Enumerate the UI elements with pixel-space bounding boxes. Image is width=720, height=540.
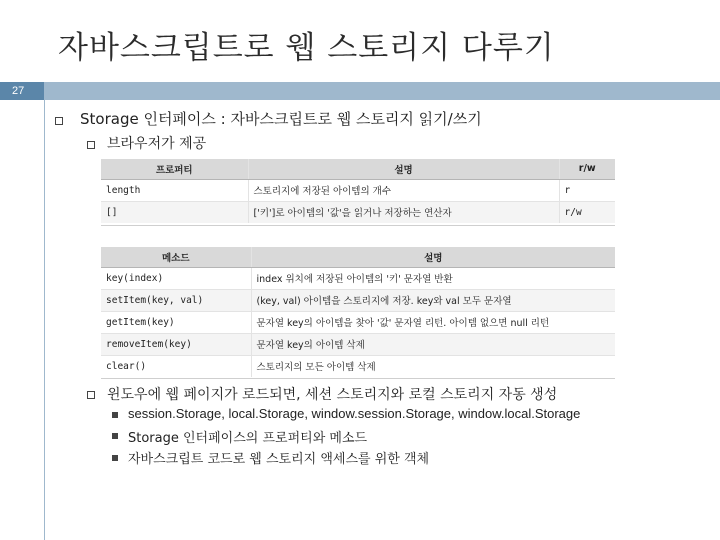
table-cell: removeItem(key) — [101, 333, 251, 355]
table-cell: 스토리지에 저장된 아이템의 개수 — [248, 179, 559, 201]
table-row — [101, 311, 615, 333]
bullet-box-icon — [87, 391, 95, 399]
table-cell: key(index) — [101, 267, 251, 289]
table-row — [101, 267, 615, 289]
table-row — [101, 179, 615, 201]
bullet-square-icon — [112, 433, 118, 439]
slide-title: 자바스크립트로 웹 스토리지 다루기 — [58, 30, 555, 66]
bullet-box-icon — [87, 141, 95, 149]
table-cell: r — [559, 179, 615, 201]
table-row — [101, 289, 615, 311]
column-header: 설명 — [248, 159, 559, 179]
table-cell: getItem(key) — [101, 311, 251, 333]
method-table — [101, 247, 615, 377]
table-cell: setItem(key, val) — [101, 289, 251, 311]
table-row — [101, 333, 615, 355]
table-cell: 문자열 key의 아이템을 찾아 '값' 문자열 리턴. 아이템 없으면 null 리턴 — [251, 311, 615, 333]
table-row — [101, 355, 615, 377]
table-cell: (key, val) 아이템을 스토리지에 저장. key와 val 모두 문자열 — [251, 289, 615, 311]
property-table — [101, 159, 615, 223]
table-cell: clear() — [101, 355, 251, 377]
table-cell: length — [101, 179, 248, 201]
column-header: 메소드 — [101, 247, 251, 267]
header-bar — [0, 82, 720, 100]
column-header: 프로퍼티 — [101, 159, 248, 179]
bullet-browser-provides: 브라우저가 제공 — [107, 136, 207, 152]
bullet-storage-interface: Storage 인터페이스 : 자바스크립트로 웹 스토리지 읽기/쓰기 — [80, 110, 482, 128]
bullet-props-methods: Storage 인터페이스의 프로퍼티와 메소드 — [128, 431, 368, 446]
table-row — [101, 201, 615, 223]
table-cell: 스토리지의 모든 아이템 삭제 — [251, 355, 615, 377]
table-cell: index 위치에 저장된 아이템의 '키' 문자열 반환 — [251, 267, 615, 289]
page-number: 27 — [0, 82, 44, 100]
table-cell: 문자열 key의 아이템 삭제 — [251, 333, 615, 355]
column-header: 설명 — [251, 247, 615, 267]
table-bottom-rule — [101, 225, 615, 226]
bullet-access-object: 자바스크립트 코드로 웹 스토리지 액세스를 위한 객체 — [128, 452, 430, 467]
bullet-storage-objects: session.Storage, local.Storage, window.session.Storage, window.local.Storage — [128, 406, 581, 421]
bullet-box-icon — [55, 117, 63, 125]
column-header: r/w — [559, 159, 615, 179]
bullet-square-icon — [112, 412, 118, 418]
table-cell: ['키']로 아이템의 '값'을 읽거나 저장하는 연산자 — [248, 201, 559, 223]
table-bottom-rule — [101, 378, 615, 379]
table-cell: r/w — [559, 201, 615, 223]
table-cell: [] — [101, 201, 248, 223]
left-divider — [44, 100, 45, 540]
bullet-window-load: 윈도우에 웹 페이지가 로드되면, 세션 스토리지와 로컬 스토리지 자동 생성 — [107, 387, 558, 403]
bullet-square-icon — [112, 455, 118, 461]
